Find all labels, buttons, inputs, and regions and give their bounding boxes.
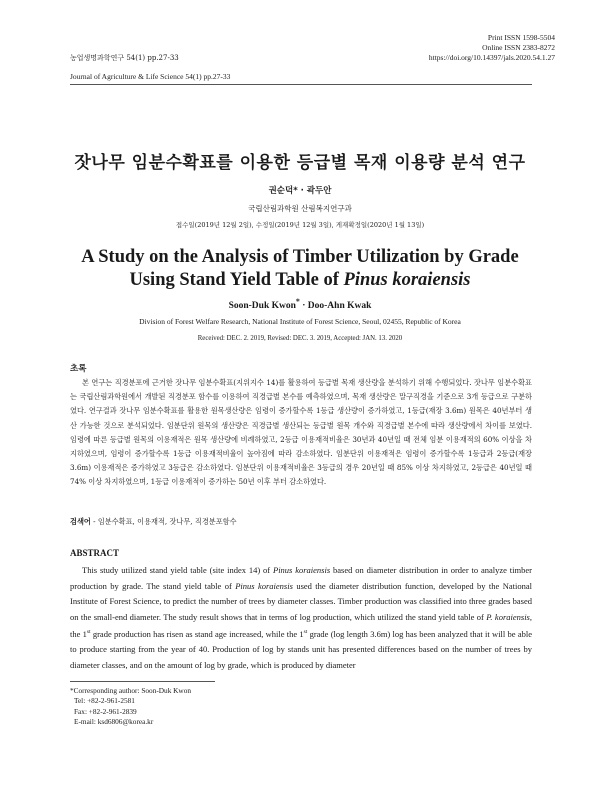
title-en-species: Pinus koraiensis <box>343 270 471 290</box>
authors-en <box>0 297 600 311</box>
keywords-dash: - <box>90 517 98 526</box>
paper-title-kr: 잣나무 임분수확표를 이용한 등급별 목재 이용량 분석 연구 <box>74 153 526 173</box>
journal-citation-kr: 농업생명과학연구 54(1) pp.27-33 <box>70 54 179 62</box>
abstract-kr-body: 본 연구는 직경분포에 근거한 잣나무 임분수확표(지위지수 14)를 활용하여 등급별 목재 생산량을 분석하기 위해 수행되었다. 잣나무 임분수확표는 국립산림과학원에서 개발된 직경분포 함수를 이용하여 직경급별 본수를 예측하였으며, 목재 생산량은 말구직경을 기준으로 3개 등급으로 구분하였다. 연구결과 잣나무 임분수확표를 활용한 원목생산량은 임령이 증가할수록 1등급 생산량이 증가하였고, 1등급(재장 3.6m) 원목은 40년부터 생산 가능한 것으로 분석되었다. 임분단위 원목의 생산량은 직경급별 생산되는 등급별 원목 개수와 직경급별 본수에 따라 생산량에서 차이를 보였다. 임령에 따른 등급별 원목의 이용재적은 원목 생산량에 비례하였고, 2등급 이용재적비율은 30년과 40년일 때 전체 임분 이용재적의 60% 이상을 차지하였으며, 임령이 증가할수록 1등급 이용재적비율이 높아짐에 따라 감소하였다. 임분단위 이용재적은 임령이 증가할수록 1등급과 2등급(재장 3.6m) 이용재적은 증가하였고 3등급은 감소하였다. 임분단위 이용재적비율은 3등급의 경우 20년일 때 85% 이상 차지하였고, 2등급은 40년일 때 74% 이상 차지하였으며, 1등급 이용재적이 증가하는 50년 이후 부터 감소하였다. <box>70 378 532 487</box>
keywords-kr <box>70 517 532 527</box>
author-separator: · <box>299 301 308 312</box>
doi-link[interactable]: https://doi.org/10.14397/jals.2020.54.1.27 <box>428 53 555 62</box>
header-divider <box>70 84 532 85</box>
abstract-en-st2: st <box>303 629 308 635</box>
abstract-en-s4: , the 1 <box>70 611 532 639</box>
dates-kr: 접수일(2019년 12월 2일), 수정일(2019년 12월 3일), 게재확정일(2020년 1월 13일) <box>175 221 425 229</box>
abstract-en-s6: grade (log length 3.6m) log has been analyzed that it will be able to produce starting from the year of 40. Production of log by stands unit has presented differences based on the number of trees by diameter classes, and on the amount of log by grade, which is produced by diameter <box>70 628 532 670</box>
affiliation-en: Division of Forest Welfare Research, National Institute of Forest Science, Seoul, 02455, Republic of Korea <box>139 317 461 326</box>
footnote-divider <box>70 681 215 682</box>
journal-citation-en: Journal of Agriculture & Life Science 54(1) pp.27-33 <box>70 72 231 81</box>
paper-title-en <box>60 246 540 292</box>
abstract-kr-heading: 초록 <box>70 364 87 374</box>
keywords-label: 검색어 <box>70 517 91 526</box>
footnote-tel: Tel: +82-2-961-2581 <box>74 696 135 706</box>
footnote-email[interactable]: E-mail: ksd6806@korea.kr <box>74 717 154 727</box>
abstract-en-s2: based on diameter distribution in order to analyze timber production by grade. The stand yield table of <box>70 565 532 591</box>
abstract-en-s5: grade production has risen as stand age increased, while the 1 <box>90 628 304 639</box>
keywords-terms: 임분수확표, 이용재적, 잣나무, 직경분포함수 <box>97 517 237 526</box>
abstract-en-body <box>70 563 532 673</box>
footnote-fax: Fax: +82-2-961-2839 <box>74 706 137 716</box>
issn-doi-block <box>429 33 555 63</box>
author-2: Doo-Ahn Kwak <box>307 301 372 312</box>
abstract-en-sp3: P. koraiensis <box>486 611 530 622</box>
title-en-text: A Study on the Analysis of Timber Utilization by Grade Using Stand Yield Table of <box>81 247 519 290</box>
affiliation-kr: 국립산림과학원 산림복지연구과 <box>248 204 352 213</box>
print-issn: Print ISSN 1598-5504 <box>487 33 555 42</box>
abstract-en-sp1: Pinus koraiensis <box>273 565 331 575</box>
abstract-en-s1: This study utilized stand yield table (site index 14) of <box>82 565 273 575</box>
abstract-en-s3: used the diameter distribution function, developed by the National Institute of Forest Science, to predict the number of trees by diameter classes. Timber production was classified into three grades based on the small-end diameter. The study result shows that in terms of log production, which utilized the stand yield table of <box>70 580 532 622</box>
abstract-en-heading: ABSTRACT <box>70 548 120 558</box>
authors-kr: 권순덕* · 곽두안 <box>268 186 332 196</box>
footnote <box>70 686 191 728</box>
corresponding-author: *Corresponding author: Soon-Duk Kwon <box>70 686 191 695</box>
dates-en: Received: DEC. 2. 2019, Revised: DEC. 3. 2019, Accepted: JAN. 13. 2020 <box>197 335 403 342</box>
abstract-en-sp2: Pinus koraiensis <box>235 580 293 591</box>
corresponding-mark: * <box>295 297 300 306</box>
author-1: Soon-Duk Kwon <box>228 301 296 312</box>
abstract-en-st: st <box>86 629 91 635</box>
online-issn: Online ISSN 2383-8272 <box>482 43 555 52</box>
